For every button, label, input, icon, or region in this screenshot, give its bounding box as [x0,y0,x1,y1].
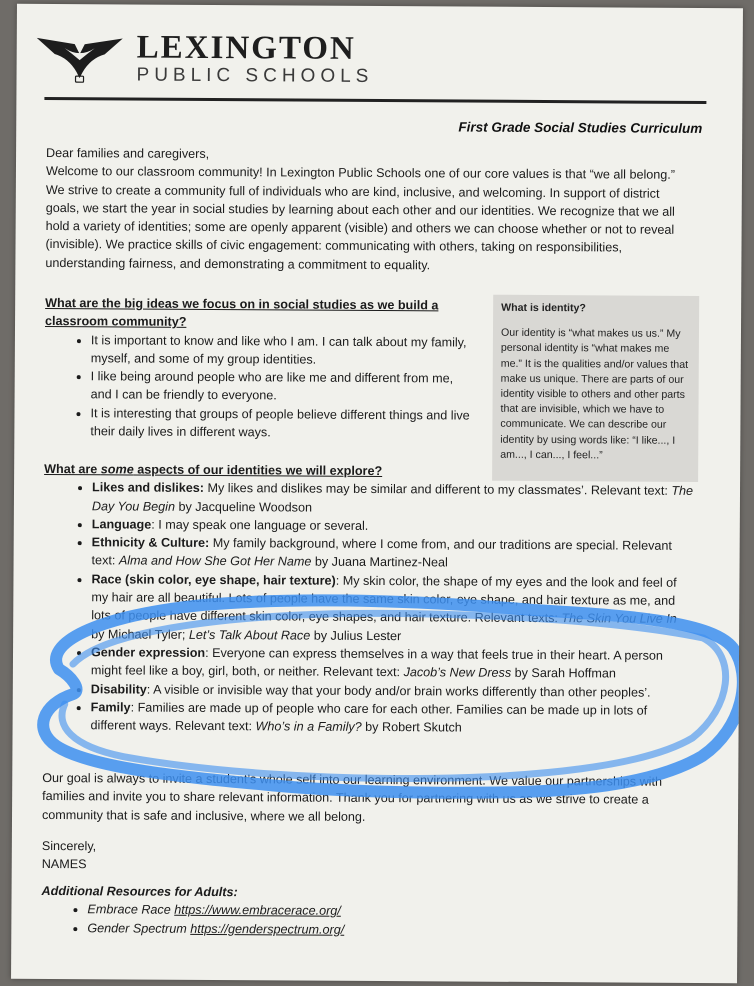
aspect-label: Likes and dislikes: [91,480,205,496]
closing-paragraph: Our goal is always to invite a student’s whole self into our learning environment. We value our partnerships with families and invite you to share relevant information. Thank you for partnering with us as we strive to create a community that is safe and inclusive, where we all belong. [41,770,663,824]
aspect-label: Race (skin color, eye shape, hair texture) [91,572,336,588]
aspect-author: by Julius Lester [310,628,402,643]
signoff-names: NAMES [41,857,87,872]
aspect-author: by Michael Tyler; [91,626,189,642]
list-item: • It is important to know and like who I am. I can talk about my family, myself, and some of my group identities. [91,331,475,370]
letter-intro [45,144,676,276]
brand-name: LEXINGTON [136,29,356,67]
resource-link[interactable]: https://genderspectrum.org/ [190,921,345,937]
aspect-book-title: Let’s Talk About Race [188,627,311,643]
letter-page [11,4,743,983]
aspect-text: : Families are made up of people who care for each other. Families can be made up in lots of different ways. Relevant text: [90,700,648,734]
resource-name: Gender Spectrum [87,920,191,936]
list-item: • It is interesting that groups of people believe different things and live their daily lives in different ways. [90,404,474,443]
aspect-text: My likes and dislikes may be similar and different to my classmates’. Relevant text: [203,481,672,499]
big-ideas-list [44,331,475,443]
list-item [91,643,693,683]
list-item [91,570,693,647]
resources-section [41,882,671,941]
aspects-heading-post: aspects of our identities we will explore? [133,462,383,479]
aspect-author: by Juana Martinez-Neal [311,555,448,570]
header-rule [44,97,706,104]
aspect-author: by Sarah Hoffman [511,666,616,681]
aspects-heading-em: some [100,462,134,477]
list-item: • I like being around people who are like me and different from me, and I can be friendly to everyone. [91,367,475,406]
resources-list [41,900,671,940]
aspect-label: Ethnicity & Culture: [91,535,210,551]
aspects-list [43,478,695,738]
aspect-book-title: Jacob’s New Dress [403,665,512,681]
aspect-text: My family background, where I come from, and our traditions are special. Relevant text: [91,536,672,568]
aspects-heading-pre: What are [44,461,101,477]
greeting: Dear families and caregivers, [46,145,210,161]
aspect-text: : Everyone can express themselves in a way that feels true in their heart. A person might feel like a boy, girl, both, or neither. Relevant text: [90,645,663,680]
aspect-book-title: The Skin You Live In [561,611,677,627]
intro-paragraph: Welcome to our classroom community! In Lexington Public Schools one of our core values is that “we all belong.” We strive to create a community full of individuals who are kind, inclusive, and welcoming. In support of district goals, we start the year in social studies by learning about each other and our identities. We recognize that we all hold a variety of identities; some are openly apparent (visible) and others we can choose whether or not to reveal (invisible). We practice skills of civic engagement: communicating with others, taking on responsibilities, understanding fairness, and demonstrating a commitment to equality. [45,164,676,273]
aspect-text: : My skin color, the shape of my eyes and the look and feel of my hair are all beautiful. Lots of people have the same skin color, eye shape, and hair texture as me, and lots of people have different skin color, eye shapes, and hair texture. Relevant texts: [91,573,677,626]
curriculum-title: First Grade Social Studies Curriculum [458,119,703,136]
identity-sidebar [492,295,699,482]
aspect-label: Gender expression [90,645,206,660]
aspect-author: by Jacqueline Woodson [174,499,313,515]
aspect-text: : I may speak one language or several. [151,517,369,533]
signoff-line: Sincerely, [41,838,97,854]
big-ideas-heading: What are the big ideas we focus on in social studies as we build a classroom community? [45,295,439,330]
lexington-logo-icon [34,32,124,85]
aspect-author: by Robert Skutch [361,720,462,735]
signoff [42,837,672,877]
list-item [92,479,694,519]
aspect-label: Disability [90,681,147,697]
sidebar-title: What is identity? [501,301,586,315]
aspect-book-title: The Day You Begin [91,484,694,514]
aspect-label: Family [90,700,131,715]
aspect-text: : A visible or invisible way that your body and/or brain works differently than other peoples’. [146,682,651,700]
aspect-book-title: Alma and How She Got Her Name [118,553,312,570]
list-item [87,919,671,941]
list-item [92,533,694,573]
aspect-book-title: Who’s in a Family? [255,719,362,735]
resource-link[interactable]: https://www.embracerace.org/ [174,903,341,919]
brand-subtitle: PUBLIC SCHOOLS [136,64,374,87]
big-ideas-section [44,294,475,443]
aspect-label: Language [91,517,152,532]
resource-name: Embrace Race [87,902,175,918]
aspects-section [43,460,695,738]
brand-wordmark [136,31,373,88]
resources-heading: Additional Resources for Adults: [41,883,238,900]
list-item [91,698,693,738]
sidebar-body: Our identity is “what makes us us.” My personal identity is “what makes me me.” It is the qualities and/or values that make us unique. There are parts of our identity visible to others and other parts that are invisible, which we have to communicate. We can describe our identity by using words like: “I like..., I am..., I can..., I feel...” [500,326,689,462]
